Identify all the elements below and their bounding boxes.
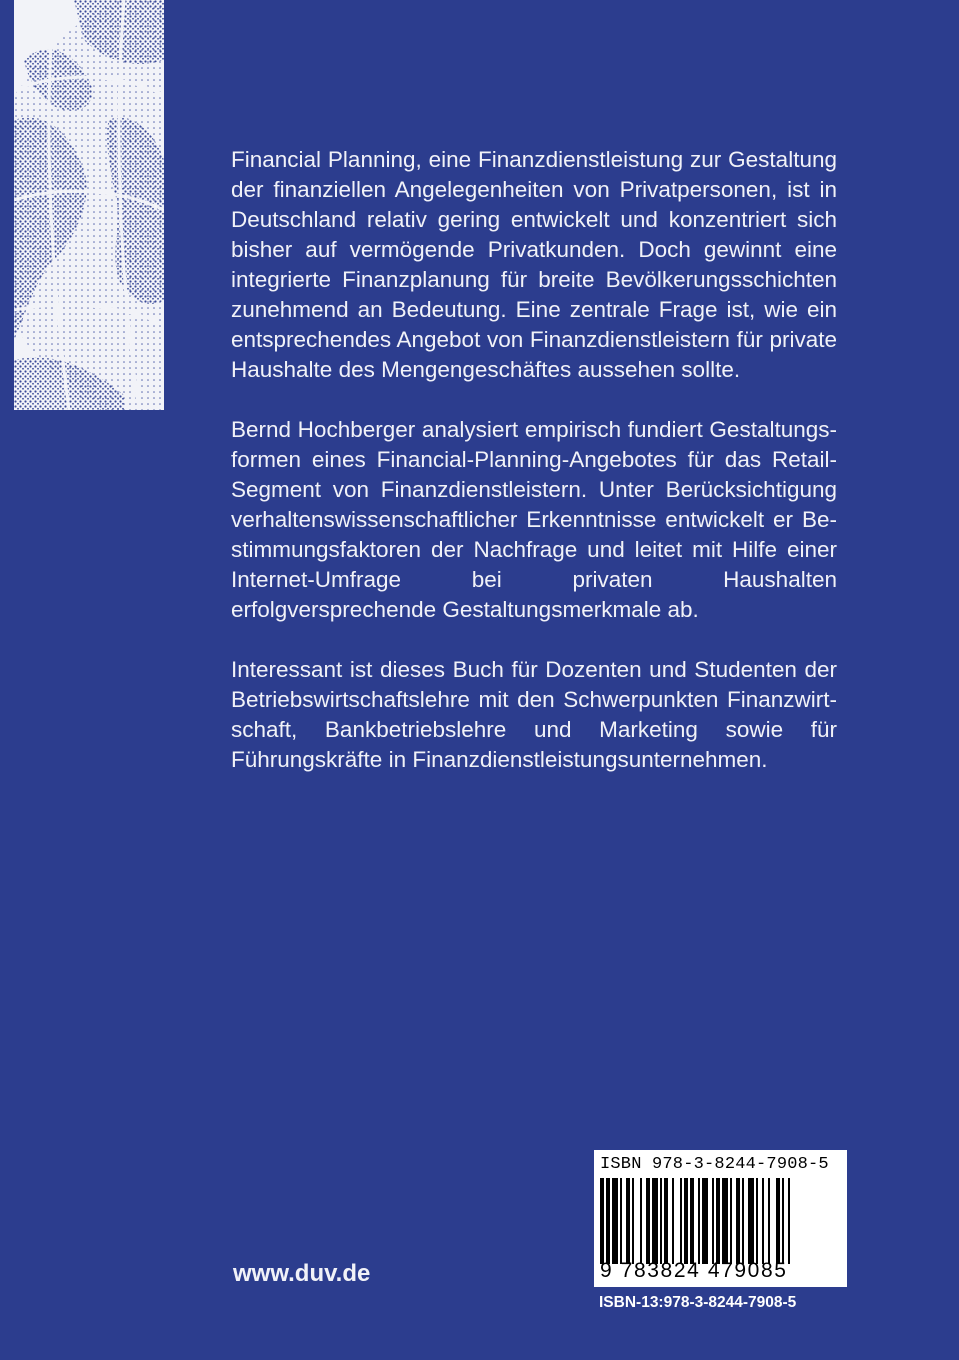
barcode-bar <box>756 1178 758 1264</box>
barcode-bar <box>768 1178 770 1264</box>
blurb-paragraph-2: Bernd Hochberger analysiert empirisch fundiert Gestaltungsformen eines Financial-Planning-Angebotes für das Retail-Segment von Finanzdienstleistern. Unter Berücksichtigung verhaltenswissenschaftlicher Erkenntnisse entwickelt er Bestimmungsfaktoren der Nachfrage und leitet mit Hilfe einer Internet-Umfrage bei privaten Haushalten erfolgversprechende Gestaltungsmerkmale ab. <box>231 417 837 622</box>
barcode-bar <box>736 1178 740 1264</box>
barcode-bar <box>646 1178 650 1264</box>
blurb-paragraph-3: Interessant ist dieses Buch für Dozenten und Studenten der Betriebswirtschaftslehre mit den Schwerpunkten Finanzwirtschaft, Bankbetriebslehre und Marketing sowie für Führungskräfte in Finanzdienstleistungsunternehmen. <box>231 657 837 772</box>
isbn-top-text: ISBN 978-3-8244-7908-5 <box>600 1155 829 1174</box>
barcode-bar <box>782 1178 784 1264</box>
barcode-bar <box>702 1178 708 1264</box>
barcode-bar <box>684 1178 688 1264</box>
barcode-bar <box>698 1178 700 1264</box>
barcode-bar <box>762 1178 764 1264</box>
barcode-bar <box>612 1178 618 1264</box>
barcode-bar <box>620 1178 622 1264</box>
barcode-bar <box>722 1178 728 1264</box>
barcode-bar <box>640 1178 642 1264</box>
barcode-bar <box>748 1178 754 1264</box>
blurb-paragraph-1: Financial Planning, eine Finanzdienstleistung zur Gestaltung der finanziellen Angelegenheiten von Privatpersonen, ist in Deutschland relativ gering entwickelt und konzentriert sich bisher auf vermögende Privatkunden. Doch gewinnt eine integrierte Finanzplanung für breite Bevölkerungsschichten zunehmend an Bedeutung. Eine zentrale Frage ist, wie ein entsprechendes Angebot von Finanzdienstleistern für private Haushalte des Mengengeschäftes aussehen sollte. <box>231 147 837 382</box>
blurb-text <box>231 145 837 805</box>
globe-illustration <box>14 0 164 410</box>
barcode-label <box>594 1150 847 1287</box>
barcode-bar <box>632 1178 634 1264</box>
barcode-bar <box>776 1178 780 1264</box>
barcode-bar <box>600 1178 604 1264</box>
barcode-bar <box>626 1178 630 1264</box>
barcode-bar <box>664 1178 668 1264</box>
isbn13-text: ISBN-13:978-3-8244-7908-5 <box>599 1294 797 1311</box>
barcode-icon <box>600 1178 840 1264</box>
barcode-bar <box>672 1178 674 1264</box>
barcode-bar <box>606 1178 610 1264</box>
barcode-bar <box>730 1178 732 1264</box>
barcode-bar <box>742 1178 744 1264</box>
barcode-bar <box>680 1178 682 1264</box>
barcode-bar <box>716 1178 720 1264</box>
barcode-bar <box>690 1178 694 1264</box>
barcode-bar <box>660 1178 662 1264</box>
barcode-bar <box>652 1178 658 1264</box>
barcode-bar <box>788 1178 790 1264</box>
publisher-url[interactable]: www.duv.de <box>233 1260 371 1287</box>
barcode-bar <box>712 1178 714 1264</box>
barcode-digits: 9 783824 479085 <box>600 1259 788 1282</box>
